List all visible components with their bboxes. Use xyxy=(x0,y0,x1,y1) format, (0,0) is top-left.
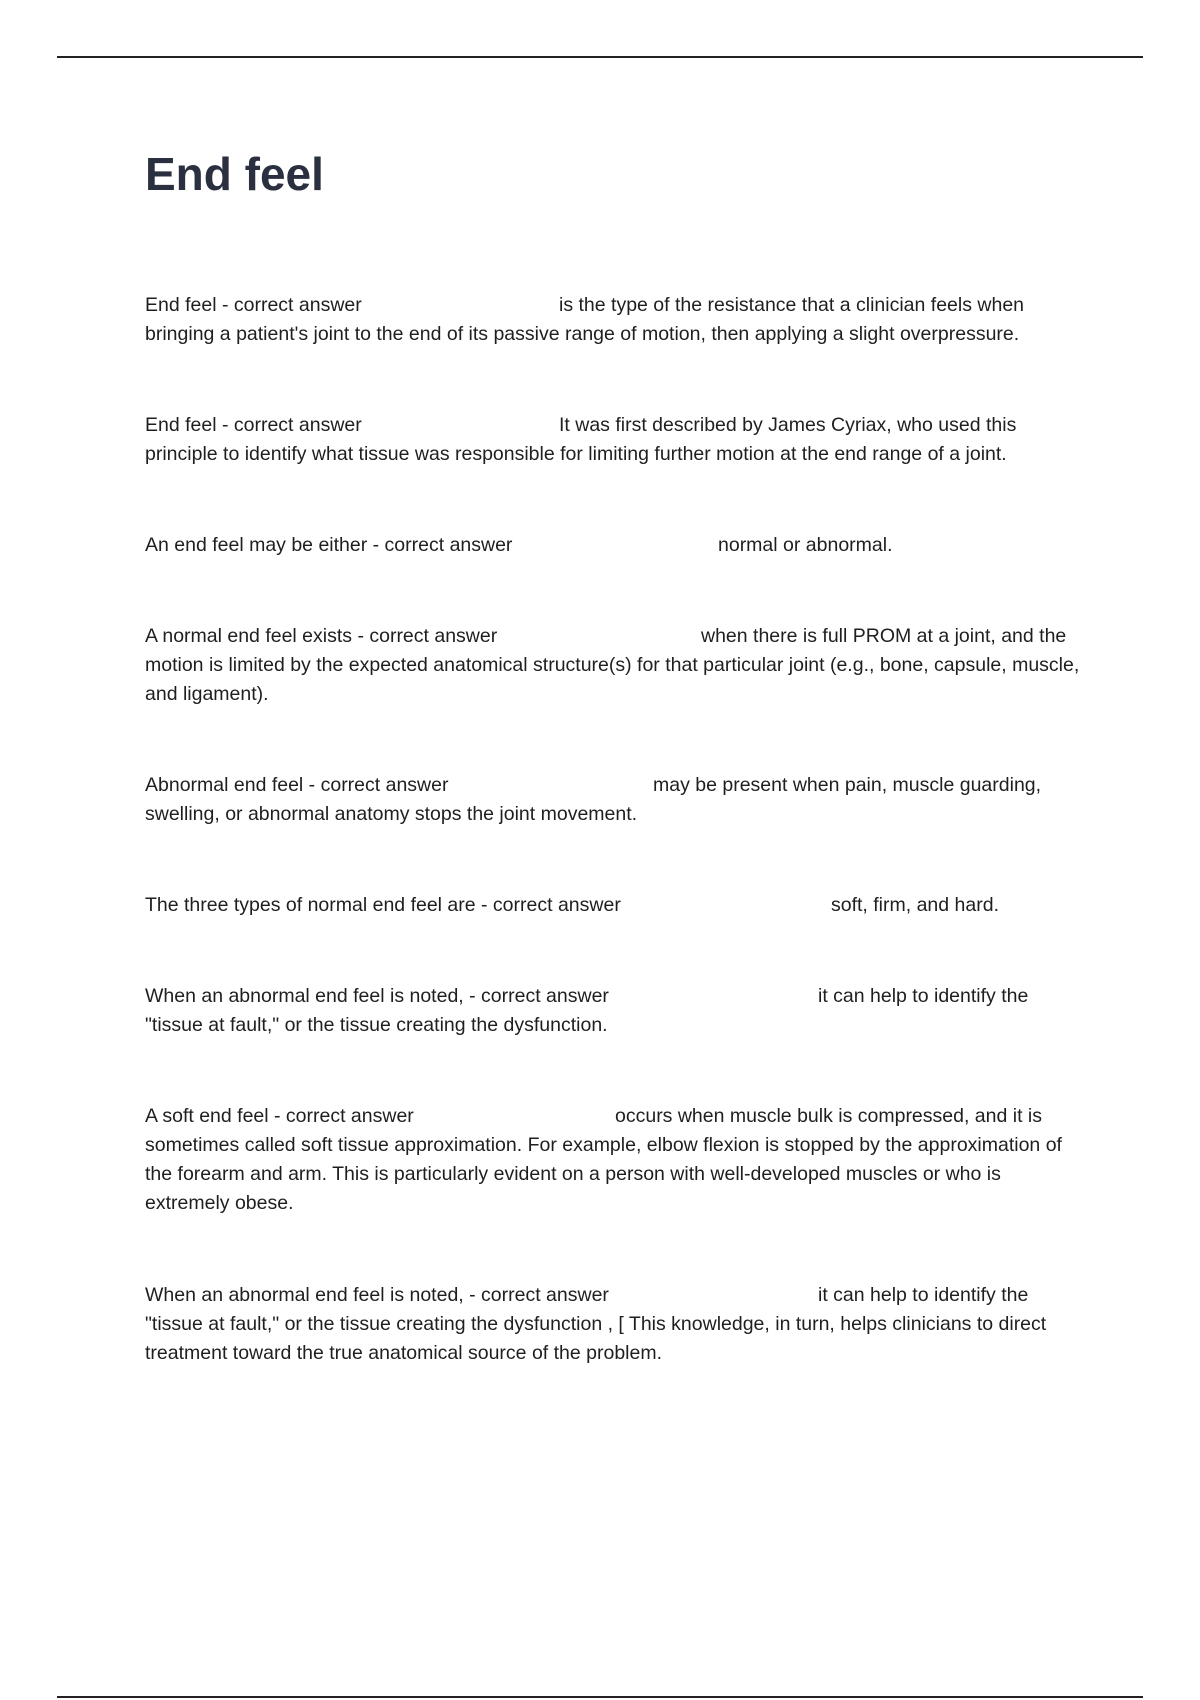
qa-entry xyxy=(145,1102,1085,1218)
entry-question: Abnormal end feel - correct answer xyxy=(145,774,449,796)
entry-question: End feel - correct answer xyxy=(145,294,362,316)
entry-answer: may be present when pain, muscle guarding, swelling, or abnormal anatomy stops the joint movement. xyxy=(145,774,1042,825)
entry-answer: It was first described by James Cyriax, who used this principle to identify what tissue was responsible for limiting further motion at the end range of a joint. xyxy=(145,414,1017,465)
bottom-divider xyxy=(57,1696,1143,1698)
top-divider xyxy=(57,56,1143,58)
entry-question: An end feel may be either - correct answer xyxy=(145,534,513,556)
entry-answer: it can help to identify the "tissue at fault," or the tissue creating the dysfunction. xyxy=(145,985,1029,1036)
entry-answer: it can help to identify the "tissue at fault," or the tissue creating the dysfunction , [ This knowledge, in turn, helps clinicians to direct treatment toward the true anatomical source of the problem. xyxy=(145,1284,1047,1364)
entry-answer: when there is full PROM at a joint, and the motion is limited by the expected anatomical structure(s) for that particular joint (e.g., bone, capsule, muscle, and ligament). xyxy=(145,625,1080,705)
qa-entry xyxy=(145,531,1085,560)
qa-entry xyxy=(145,411,1085,469)
qa-entry xyxy=(145,1281,1085,1368)
entry-question: A soft end feel - correct answer xyxy=(145,1105,414,1127)
qa-entry xyxy=(145,291,1085,349)
qa-entry xyxy=(145,891,1085,920)
entry-answer: normal or abnormal. xyxy=(718,534,893,556)
page-title: End feel xyxy=(145,148,324,200)
entry-question: End feel - correct answer xyxy=(145,414,362,436)
qa-entry xyxy=(145,771,1085,829)
entry-question: The three types of normal end feel are - correct answer xyxy=(145,894,621,916)
entry-answer: occurs when muscle bulk is compressed, and it is sometimes called soft tissue approximation. For example, elbow flexion is stopped by the approximation of the forearm and arm. This is particularly evident on a person with well-developed muscles or who is extremely obese. xyxy=(145,1105,1062,1214)
entry-question: A normal end feel exists - correct answer xyxy=(145,625,498,647)
entry-answer: is the type of the resistance that a clinician feels when bringing a patient's joint to the end of its passive range of motion, then applying a slight overpressure. xyxy=(145,294,1025,345)
entry-question: When an abnormal end feel is noted, - correct answer xyxy=(145,1284,609,1306)
entry-question: When an abnormal end feel is noted, - correct answer xyxy=(145,985,609,1007)
qa-entry xyxy=(145,622,1085,709)
qa-entry xyxy=(145,982,1085,1040)
entry-answer: soft, firm, and hard. xyxy=(831,894,999,916)
